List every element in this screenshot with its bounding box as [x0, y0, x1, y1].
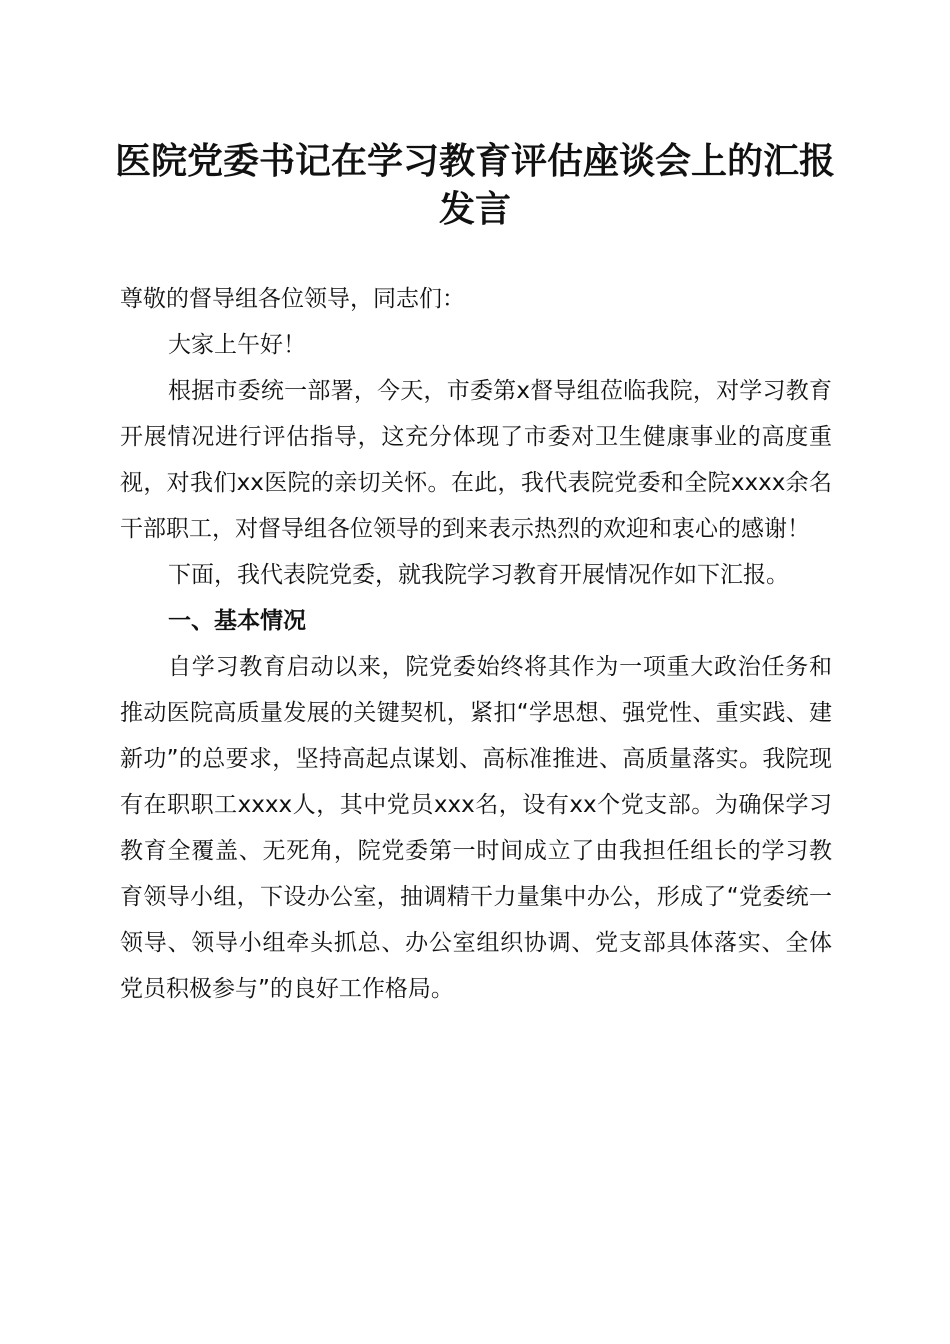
- document-title-line-1: 医院党委书记在学习教育评估座谈会上的汇报: [114, 140, 835, 182]
- salutation: 尊敬的督导组各位领导，同志们：: [120, 286, 465, 312]
- paragraph-3: 自学习教育启动以来，院党委始终将其作为一项重大政治任务和推动医院高质量发展的关键契机，紧扣“学思想、强党性、重实践、建新功”的总要求，坚持高起点谋划、高标准推进、高质量落实。我院现有在职职工xxxx人，其中党员xxx名，设有xx个党支部。为确保学习教育全覆盖、无死角，院党委第一时间成立了由我担任组长的学习教育领导小组，下设办公室，抽调精干力量集中办公，形成了“党委统一领导、领导小组牵头抓总、办公室组织协调、党支部具体落实、全体党员积极参与”的良好工作格局。: [120, 654, 832, 1002]
- document-body: [120, 276, 832, 1012]
- greeting: 大家上午好！: [168, 332, 306, 358]
- section-heading-basic-situation: 一、基本情况: [168, 608, 306, 634]
- paragraph-2: 下面，我代表院党委，就我院学习教育开展情况作如下汇报。: [168, 562, 789, 588]
- paragraph-1: 根据市委统一部署，今天，市委第x督导组莅临我院，对学习教育开展情况进行评估指导，这充分体现了市委对卫生健康事业的高度重视，对我们xx医院的亲切关怀。在此，我代表院党委和全院xxxx余名干部职工，对督导组各位领导的到来表示热烈的欢迎和衷心的感谢！: [120, 378, 832, 542]
- document-title-line-2: 发言: [438, 188, 511, 230]
